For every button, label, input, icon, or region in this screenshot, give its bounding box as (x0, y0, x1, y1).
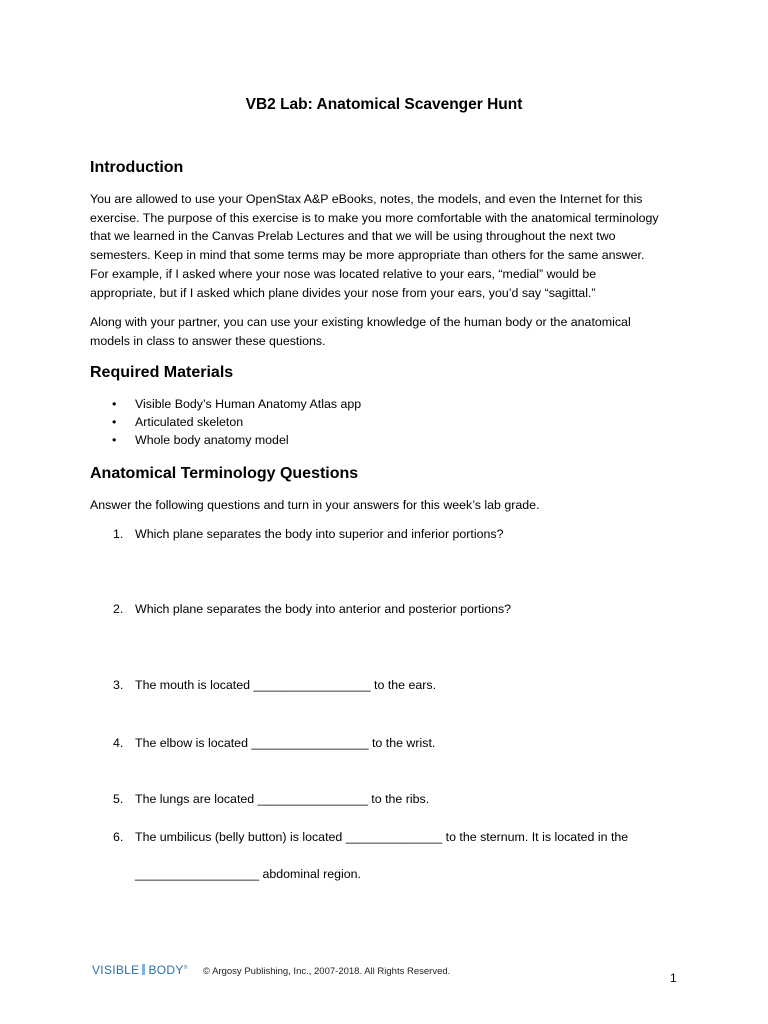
paragraph-line: For example, if I asked where your nose was located relative to your ears, “medial” would be (90, 266, 597, 281)
paragraph-line: appropriate, but if I asked which plane divides your nose from your ears, you’d say “sagittal.” (90, 285, 596, 300)
introduction-heading: Introduction (90, 159, 184, 176)
document-title: VB2 Lab: Anatomical Scavenger Hunt (245, 96, 523, 113)
question-text: The umbilicus (belly button) is located ______________ to the sternum. It is located in the (135, 830, 629, 844)
question-number: 4. (113, 736, 124, 750)
logo-text-left: VISIBLE (92, 963, 140, 977)
question-text: The mouth is located _________________ to the ears. (135, 678, 437, 692)
paragraph-line: Along with your partner, you can use your existing knowledge of the human body or the anatomical (90, 315, 631, 329)
question-text: The lungs are located ________________ to the ribs. (135, 792, 430, 806)
materials-heading: Required Materials (90, 364, 234, 381)
question-text: __________________ abdominal region. (135, 867, 361, 881)
logo-bar-icon (142, 964, 145, 975)
list-item-text: Whole body anatomy model (135, 433, 289, 447)
question-number: 3. (113, 678, 124, 692)
question-number: 2. (113, 602, 124, 616)
copyright-text: © Argosy Publishing, Inc., 2007-2018. All Rights Reserved. (203, 966, 451, 977)
question-number: 1. (113, 527, 124, 541)
logo-text-right: BODY (148, 963, 184, 977)
paragraph-line: semesters. Keep in mind that some terms may be more appropriate than others for the same answer. (90, 248, 645, 263)
bullet-icon: • (112, 433, 117, 447)
bullet-icon: • (112, 397, 117, 411)
paragraph-line: models in class to answer these questions. (90, 333, 326, 348)
page-number: 1 (670, 971, 677, 985)
question-text: Which plane separates the body into anterior and posterior portions? (135, 602, 512, 616)
question-number: 6. (113, 830, 124, 844)
introduction-paragraph (90, 190, 690, 302)
question-text: Which plane separates the body into superior and inferior portions? (135, 527, 504, 541)
questions-instructions: Answer the following questions and turn in your answers for this week’s lab grade. (90, 498, 540, 512)
bullet-icon: • (112, 415, 117, 429)
registered-mark: ® (183, 965, 188, 971)
list-item-text: Visible Body’s Human Anatomy Atlas app (135, 397, 362, 411)
paragraph-line: that we learned in the Canvas Prelab Lectures and that we will be using throughout the next two (90, 229, 616, 244)
list-item-text: Articulated skeleton (135, 415, 244, 429)
visible-body-logo (92, 963, 188, 977)
questions-heading: Anatomical Terminology Questions (90, 465, 359, 482)
question-text: The elbow is located _________________ to the wrist. (135, 736, 436, 750)
question-number: 5. (113, 792, 124, 806)
paragraph-line: You are allowed to use your OpenStax A&P eBooks, notes, the models, and even the Internet for this (90, 192, 643, 206)
partner-paragraph (90, 313, 690, 350)
paragraph-line: exercise. The purpose of this exercise is to make you more comfortable with the anatomical terminology (90, 210, 659, 225)
